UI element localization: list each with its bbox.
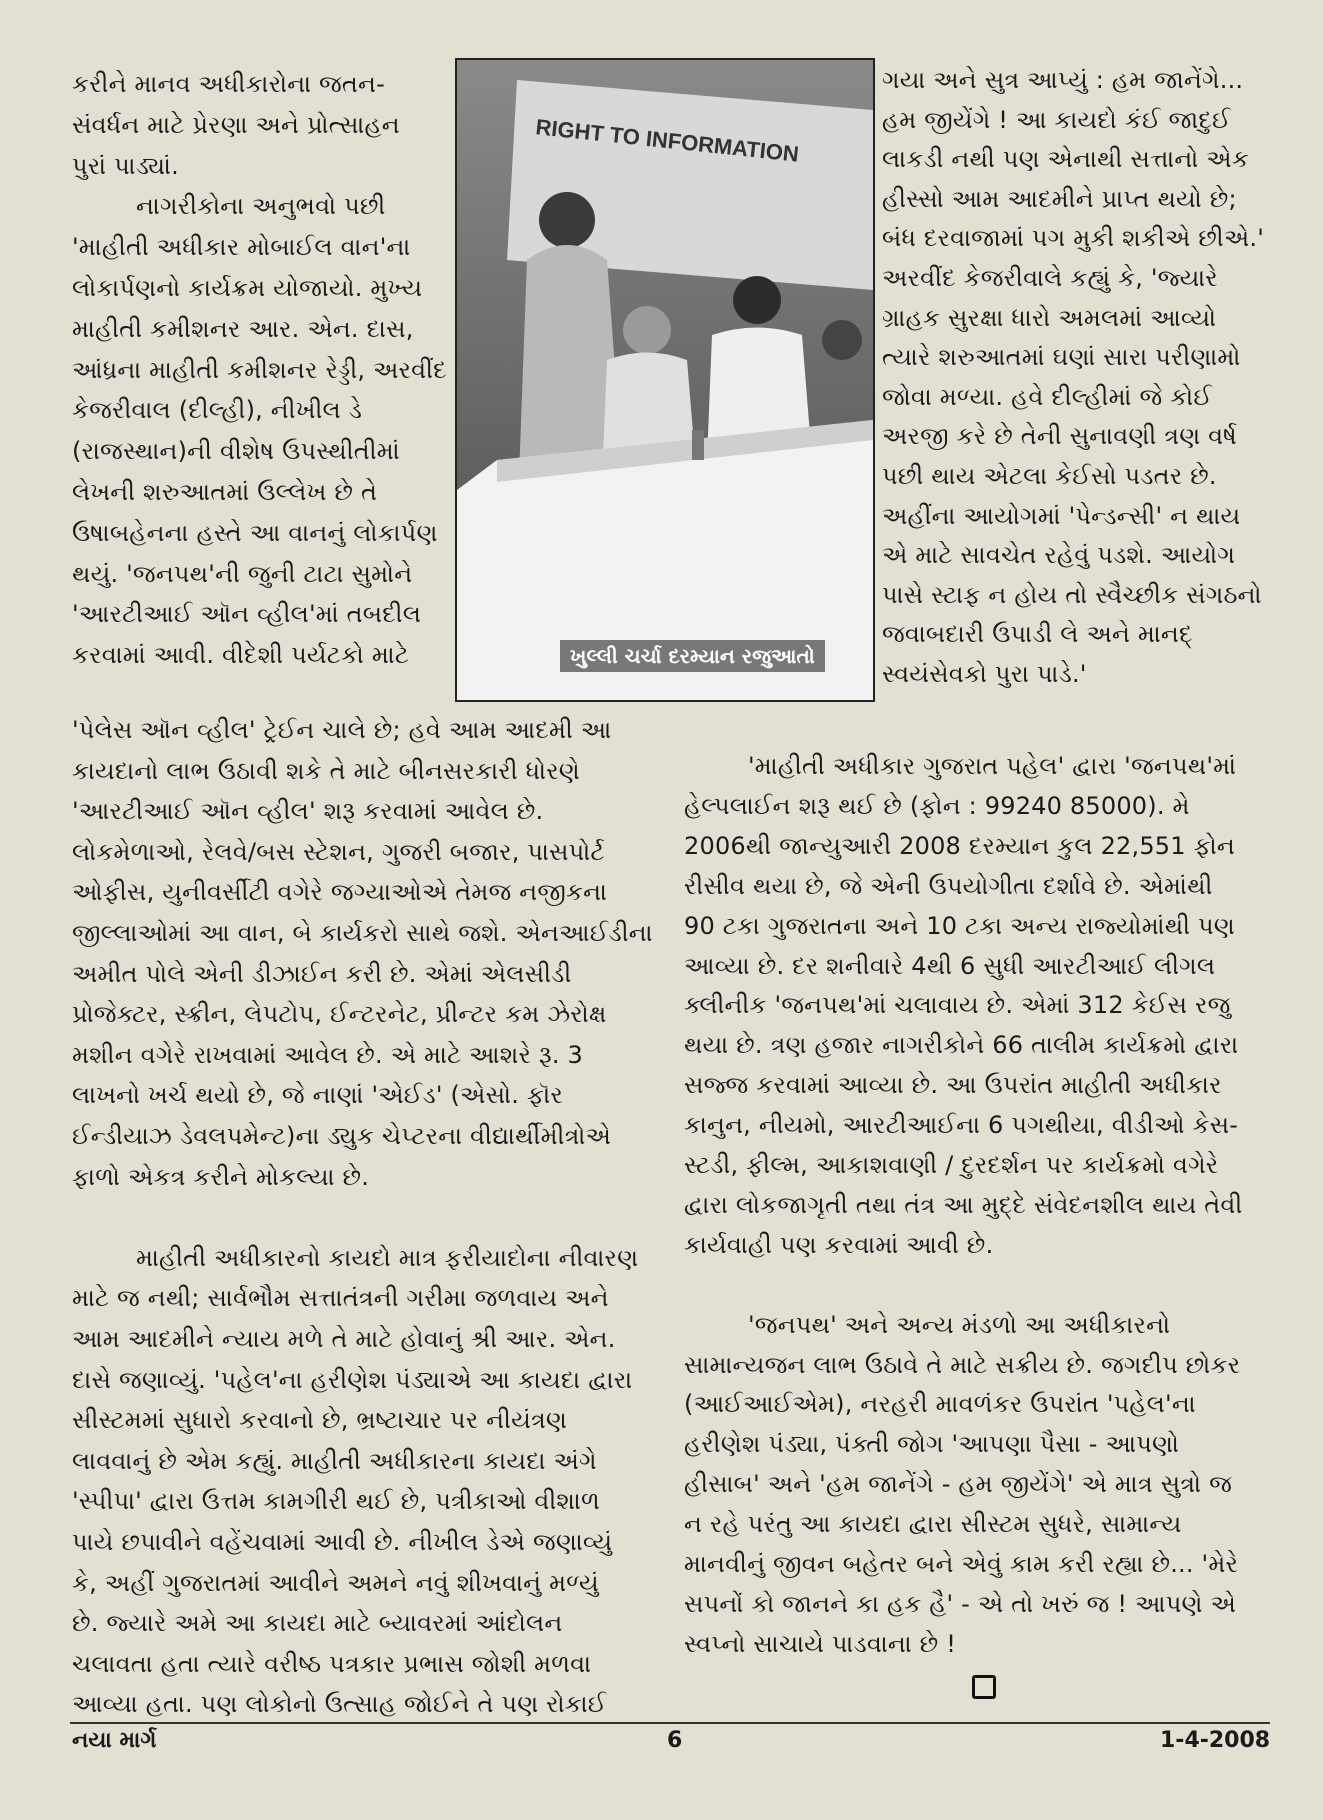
text-line: લોકમેળાઓ, રેલવે/બસ સ્ટેશન, ગુજરી બજાર, પાસપોર્ટ xyxy=(72,837,605,866)
text-line: અરવીંદ કેજરીવાલે કહ્યું કે, 'જ્યારે xyxy=(882,264,1218,292)
text-line: કે, અહીં ગુજરાતમાં આવીને અમને નવું શીખવાનું મળ્યું xyxy=(72,1568,599,1597)
text-line: 'માહીતી અધીકાર મોબાઈલ વાન'ના xyxy=(72,233,411,262)
text-line: સામાન્યજન લાભ ઉઠાવે તે માટે સક્રીય છે. જગદીપ છોકર xyxy=(684,1350,1241,1379)
text-line: ઉષાબહેનના હસ્તે આ વાનનું લોકાર્પણ xyxy=(72,518,438,547)
text-line: બંધ દરવાજામાં પગ મુકી શકીએ છીએ.' xyxy=(882,224,1265,253)
text-line: હીસ્સો આમ આદમીને પ્રાપ્ત થયો છે; xyxy=(882,184,1237,213)
text-line: કરવામાં આવી. વીદેશી પર્યટકો માટે xyxy=(72,641,410,670)
text-line: લાકડી નથી પણ એનાથી સત્તાનો એક xyxy=(882,145,1249,174)
photo-caption: ખુલ્લી ચર્ચા દરમ્યાન રજુઆતો xyxy=(560,640,825,672)
footer-page-number: 6 xyxy=(667,1728,683,1753)
text-line: અરજી કરે છે તેની સુનાવણી ત્રણ વર્ષ xyxy=(882,422,1237,451)
text-line: ચલાવતા હતા ત્યારે વરીષ્ઠ પત્રકાર પ્રભાસ જોશી મળવા xyxy=(72,1649,592,1678)
text-line: આંધ્રના માહીતી કમીશનર રેડ્ડી, અરવીંદ xyxy=(72,355,447,384)
footer-date: 1-4-2008 xyxy=(1160,1728,1271,1753)
text-line: (આઈઆઈએમ), નરહરી માવળંકર ઉપરાંત 'પહેલ'ના xyxy=(684,1390,1196,1419)
text-line: કાર્યવાહી પણ કરવામાં આવી છે. xyxy=(684,1230,994,1259)
end-of-article-mark xyxy=(972,1675,996,1699)
text-line: લાવવાનું છે એમ કહ્યું. માહીતી અધીકારના કાયદા અંગે xyxy=(72,1446,597,1475)
text-line: સ્વપ્નો સાચાયે પાડવાના છે ! xyxy=(684,1629,957,1658)
text-line: કેજરીવાલ (દીલ્હી), નીખીલ ડે xyxy=(72,396,363,425)
text-line: દાસે જણાવ્યું. 'પહેલ'ના હરીણેશ પંડ્યાએ આ કાયદા દ્વારા xyxy=(72,1365,633,1394)
text-line: 2006થી જાન્યુઆરી 2008 દરમ્યાન કુલ 22,551 ફોન xyxy=(684,831,1235,860)
text-line: પુરાં પાડ્યાં. xyxy=(72,151,179,180)
text-line: કરીને માનવ અધીકારોના જતન- xyxy=(72,70,385,98)
text-line: હરીણેશ પંડ્યા, પંક્તી જોગ 'આપણા પૈસા - આપણો xyxy=(684,1430,1180,1459)
text-line: જીલ્લાઓમાં આ વાન, બે કાર્યકરો સાથે જશે. એનઆઈડીના xyxy=(72,919,653,947)
text-line: 'જનપથ' અને અન્ય મંડળો આ અધીકારનો xyxy=(748,1310,1171,1339)
text-line: (રાજસ્થાન)ની વીશેષ ઉપસ્થીતીમાં xyxy=(72,437,400,466)
text-line: લેખની શરુઆતમાં ઉલ્લેખ છે તે xyxy=(72,478,378,506)
text-line: સીસ્ટમમાં સુધારો કરવાનો છે, ભ્રષ્ટાચાર પર નીયંત્રણ xyxy=(72,1406,568,1435)
text-line: સપનોં કો જાનને કા હક હૈ' - એ તો ખરું જ ! આપણે એ xyxy=(684,1589,1237,1618)
text-line: આવ્યા હતા. પણ લોકોનો ઉત્સાહ જોઈને તે પણ રોકાઈ xyxy=(72,1690,607,1719)
text-line: 'આરટીઆઈ ઑન વ્હીલ'માં તબદીલ xyxy=(72,600,422,629)
text-line: ત્યારે શરુઆતમાં ઘણાં સારા પરીણામો xyxy=(882,343,1241,372)
text-line: સ્ટડી, ફીલ્મ, આકાશવાણી / દુરદર્શન પર કાર્યક્રમો વગેરે xyxy=(684,1151,1219,1179)
text-line: થયા છે. ત્રણ હજાર નાગરીકોને 66 તાલીમ કાર્યક્રમો દ્વારા xyxy=(684,1031,1239,1060)
text-line: ઈન્ડીયાઝ ડેવલપમેન્ટ)ના ડ્યુક ચેપ્ટરના વીદ્યાર્થીમીત્રોએ xyxy=(72,1122,612,1150)
text-line: છે. જ્યારે અમે આ કાયદા માટે બ્યાવરમાં આંદોલન xyxy=(72,1609,563,1638)
text-line: 'માહીતી અધીકાર ગુજરાત પહેલ' દ્વારા 'જનપથ'માં xyxy=(748,752,1237,780)
text-line: સજ્જ કરવામાં આવ્યા છે. આ ઉપરાંત માહીતી અધીકાર xyxy=(684,1071,1222,1100)
photo-illustration xyxy=(457,60,873,700)
text-line: ફાળો એકત્ર કરીને મોકલ્યા છે. xyxy=(72,1162,370,1191)
text-line: માનવીનું જીવન બહેતર બને એવું કામ કરી રહ્યા છે... 'મેરે xyxy=(684,1550,1239,1578)
text-line: માહીતી અધીકારનો કાયદો માત્ર ફરીયાદોના નીવારણ xyxy=(136,1243,639,1272)
text-line: અહીંના આયોગમાં 'પેન્ડન્સી' ન થાય xyxy=(882,501,1241,530)
text-line: થયું. 'જનપથ'ની જુની ટાટા સુમોને xyxy=(72,559,413,588)
event-photo xyxy=(455,58,875,702)
text-line: હેલ્પલાઈન શરૂ થઈ છે (ફોન : 99240 85000). મે xyxy=(684,791,1190,820)
text-line: નાગરીકોના અનુભવો પછી xyxy=(136,192,386,221)
text-line: મશીન વગેરે રાખવામાં આવેલ છે. એ માટે આશરે રૂ. 3 xyxy=(72,1040,584,1069)
text-line: જવાબદારી ઉપાડી લે અને માનદ્ xyxy=(882,620,1193,649)
text-line: સંવર્ધન માટે પ્રેરણા અને પ્રોત્સાહન xyxy=(72,110,400,139)
text-line: દ્વારા લોકજાગૃતી તથા તંત્ર આ મુદ્દે સંવેદનશીલ થાય તેવી xyxy=(684,1190,1243,1219)
text-line: પછી થાય એટલા કેઈસો પડતર છે. xyxy=(882,462,1217,490)
text-line: ગયા અને સુત્ર આપ્યું : હમ જાનેંગે... xyxy=(882,66,1244,94)
text-line: પાસે સ્ટાફ ન હોય તો સ્વૈચ્છીક સંગઠનો xyxy=(882,580,1262,609)
text-line: એ માટે સાવચેત રહેવું પડશે. આયોગ xyxy=(882,541,1236,570)
text-line: 'સ્પીપા' દ્વારા ઉત્તમ કામગીરી થઈ છે, પત્રીકાઓ વીશાળ xyxy=(72,1487,600,1516)
text-line: અમીત પોલે એની ડીઝાઈન કરી છે. એમાં એલસીડી xyxy=(72,959,572,988)
text-line: પ્રોજેક્ટર, સ્ક્રીન, લેપટોપ, ઈન્ટરનેટ, પ્રીન્ટર કમ ઝેરોક્ષ xyxy=(72,1000,607,1029)
text-line: 'આરટીઆઈ ઑન વ્હીલ' શરૂ કરવામાં આવેલ છે. xyxy=(72,797,544,826)
text-line: લોકાર્પણનો કાર્યક્રમ યોજાયો. મુખ્ય xyxy=(72,274,423,302)
text-line: 90 ટકા ગુજરાતના અને 10 ટકા અન્ય રાજ્યોમાંથી પણ xyxy=(684,911,1235,940)
footer-rule xyxy=(70,1722,1270,1724)
text-line: માહીતી કમીશનર આર. એન. દાસ, xyxy=(72,314,414,343)
text-line: માટે જ નથી; સાર્વભૌમ સત્તાતંત્રની ગરીમા જળવાય અને xyxy=(72,1284,609,1313)
text-line: હમ જીયેંગે ! આ કાયદો કંઈ જાદુઈ xyxy=(882,105,1231,134)
text-line: હીસાબ' અને 'હમ જાનેંગે - હમ જીયેંગે' એ માત્ર સુત્રો જ xyxy=(684,1470,1232,1499)
text-line: પાયે છપાવીને વહેંચવામાં આવી છે. નીખીલ ડેએ જણાવ્યું xyxy=(72,1528,613,1556)
text-line: રીસીવ થયા છે, જે એની ઉપયોગીતા દર્શાવે છે. એમાંથી xyxy=(684,871,1213,900)
text-line: સ્વયંસેવકો પુરા પાડે.' xyxy=(882,660,1087,688)
text-line: આવ્યા છે. દર શનીવારે 4થી 6 સુધી આરટીઆઈ લીગલ xyxy=(684,951,1216,980)
text-line: ઓફીસ, યુનીવર્સીટી વગેરે જગ્યાઓએ તેમજ નજીકના xyxy=(72,878,608,907)
text-line: લાખનો ખર્ચ થયો છે, જે નાણાં 'એઈડ' (એસો. ફૉર xyxy=(72,1081,564,1110)
text-line: કાયદાનો લાભ ઉઠાવી શકે તે માટે બીનસરકારી ધોરણે xyxy=(72,756,580,785)
text-line: જોવા મળ્યા. હવે દીલ્હીમાં જે કોઈ xyxy=(882,382,1213,411)
text-line: 'પેલેસ ઑન વ્હીલ' ટ્રેઈન ચાલે છે; હવે આમ આદમી આ xyxy=(72,716,612,744)
text-line: આમ આદમીને ન્યાય મળે તે માટે હોવાનું શ્રી આર. એન. xyxy=(72,1325,616,1353)
footer-publication: નયા માર્ગ xyxy=(72,1728,157,1753)
text-line: ન રહે પરંતુ આ કાયદા દ્વારા સીસ્ટમ સુધરે, સામાન્ય xyxy=(684,1510,1182,1539)
text-line: ક્લીનીક 'જનપથ'માં ચલાવાય છે. એમાં 312 કેઈસ રજુ xyxy=(684,991,1231,1020)
banner-title: RIGHT TO INFORMATION xyxy=(534,114,801,167)
text-line: ગ્રાહક સુરક્ષા ધારો અમલમાં આવ્યો xyxy=(882,303,1217,332)
text-line: કાનુન, નીયમો, આરટીઆઈના 6 પગથીયા, વીડીઓ કેસ- xyxy=(684,1111,1239,1140)
